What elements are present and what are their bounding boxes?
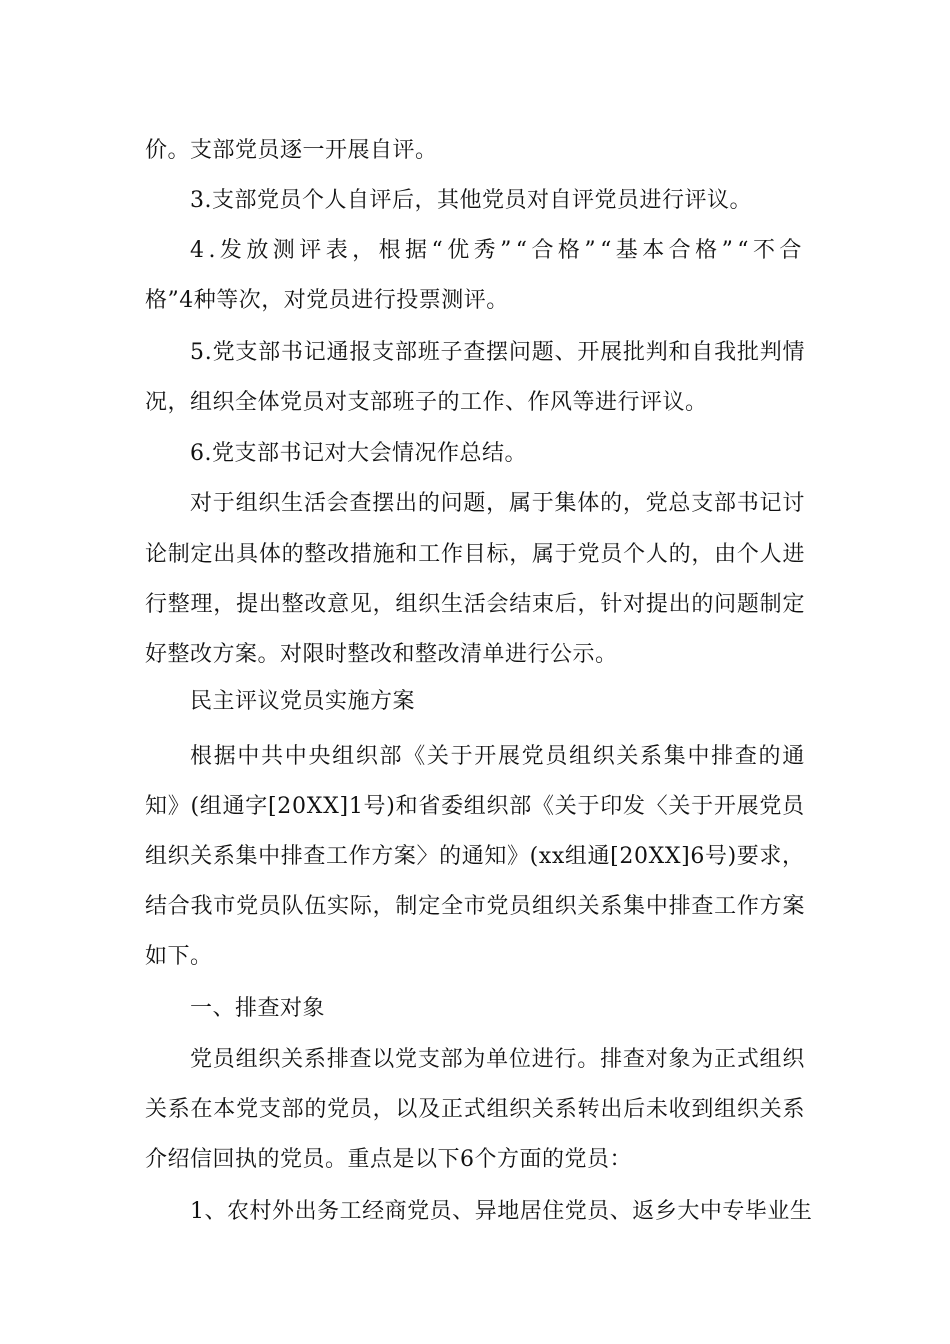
text-line: 如下。 [145,944,213,969]
text-line: 6.党支部书记对大会情况作总结。 [190,441,527,466]
text-line: 对 于 组 织 生 活 会 查 摆 出 的 问 题 ， 属 于 集 体 的 ， 党 总 支 部 书 记 讨 [190,491,805,516]
text-line: 组 织 关 系 集 中 排 查 工 作 方 案 〉 的 通 知 》 ( x x 组 通 [ 2 0 X X ] 6 号 ) 要 求 ， [145,844,805,869]
section-title: 民主评议党员实施方案 [190,689,416,714]
text-line: 好整改方案。对限时整改和整改清单进行公示。 [145,642,618,667]
text-line: 结 合 我 市 党 员 队 伍 实 际 ， 制 定 全 市 党 员 组 织 关 系 集 中 排 查 工 作 方 案 [145,894,805,919]
text-line: 根 据 中 共 中 央 组 织 部 《 关 于 开 展 党 员 组 织 关 系 集 中 排 查 的 通 [190,744,805,769]
text-line: 知 》 ( 组 通 字 [ 2 0 X X ] 1 号 ) 和 省 委 组 织 部 《 关 于 印 发 〈 关 于 开 展 党 员 [145,794,805,819]
text-line: 论 制 定 出 具 体 的 整 改 措 施 和 工 作 目 标 ， 属 于 党 员 个 人 的 ， 由 个 人 进 [145,542,805,567]
text-line: 1 、 农 村 外 出 务 工 经 商 党 员 、 异 地 居 住 党 员 、 返 乡 大 中 专 毕 业 生 [190,1199,813,1224]
text-line: 党 员 组 织 关 系 排 查 以 党 支 部 为 单 位 进 行 。 排 查 对 象 为 正 式 组 织 [190,1047,805,1072]
text-line: 介绍信回执的党员。重点是以下6个方面的党员： [145,1147,632,1172]
text-line: 价。支部党员逐一开展自评。 [145,138,438,163]
text-line: 4 . 发 放 测 评 表 ， 根 据 “ 优 秀 ” “ 合 格 ” “ 基 本 合 格 ” “ 不 合 [190,238,802,263]
section-heading: 一、排查对象 [190,996,326,1021]
text-line: 3.支部党员个人自评后，其他党员对自评党员进行评议。 [190,188,752,213]
text-line: 关 系 在 本 党 支 部 的 党 员 ， 以 及 正 式 组 织 关 系 转 出 后 未 收 到 组 织 关 系 [145,1097,805,1122]
text-line: 行 整 理 ， 提 出 整 改 意 见 ， 组 织 生 活 会 结 束 后 ， 针 对 提 出 的 问 题 制 定 [145,592,805,617]
text-line: 格”4种等次，对党员进行投票测评。 [145,288,509,313]
text-line: 况，组织全体党员对支部班子的工作、作风等进行评议。 [145,390,708,415]
text-line: 5 . 党 支 部 书 记 通 报 支 部 班 子 查 摆 问 题 、 开 展 批 判 和 自 我 批 判 情 [190,340,805,365]
